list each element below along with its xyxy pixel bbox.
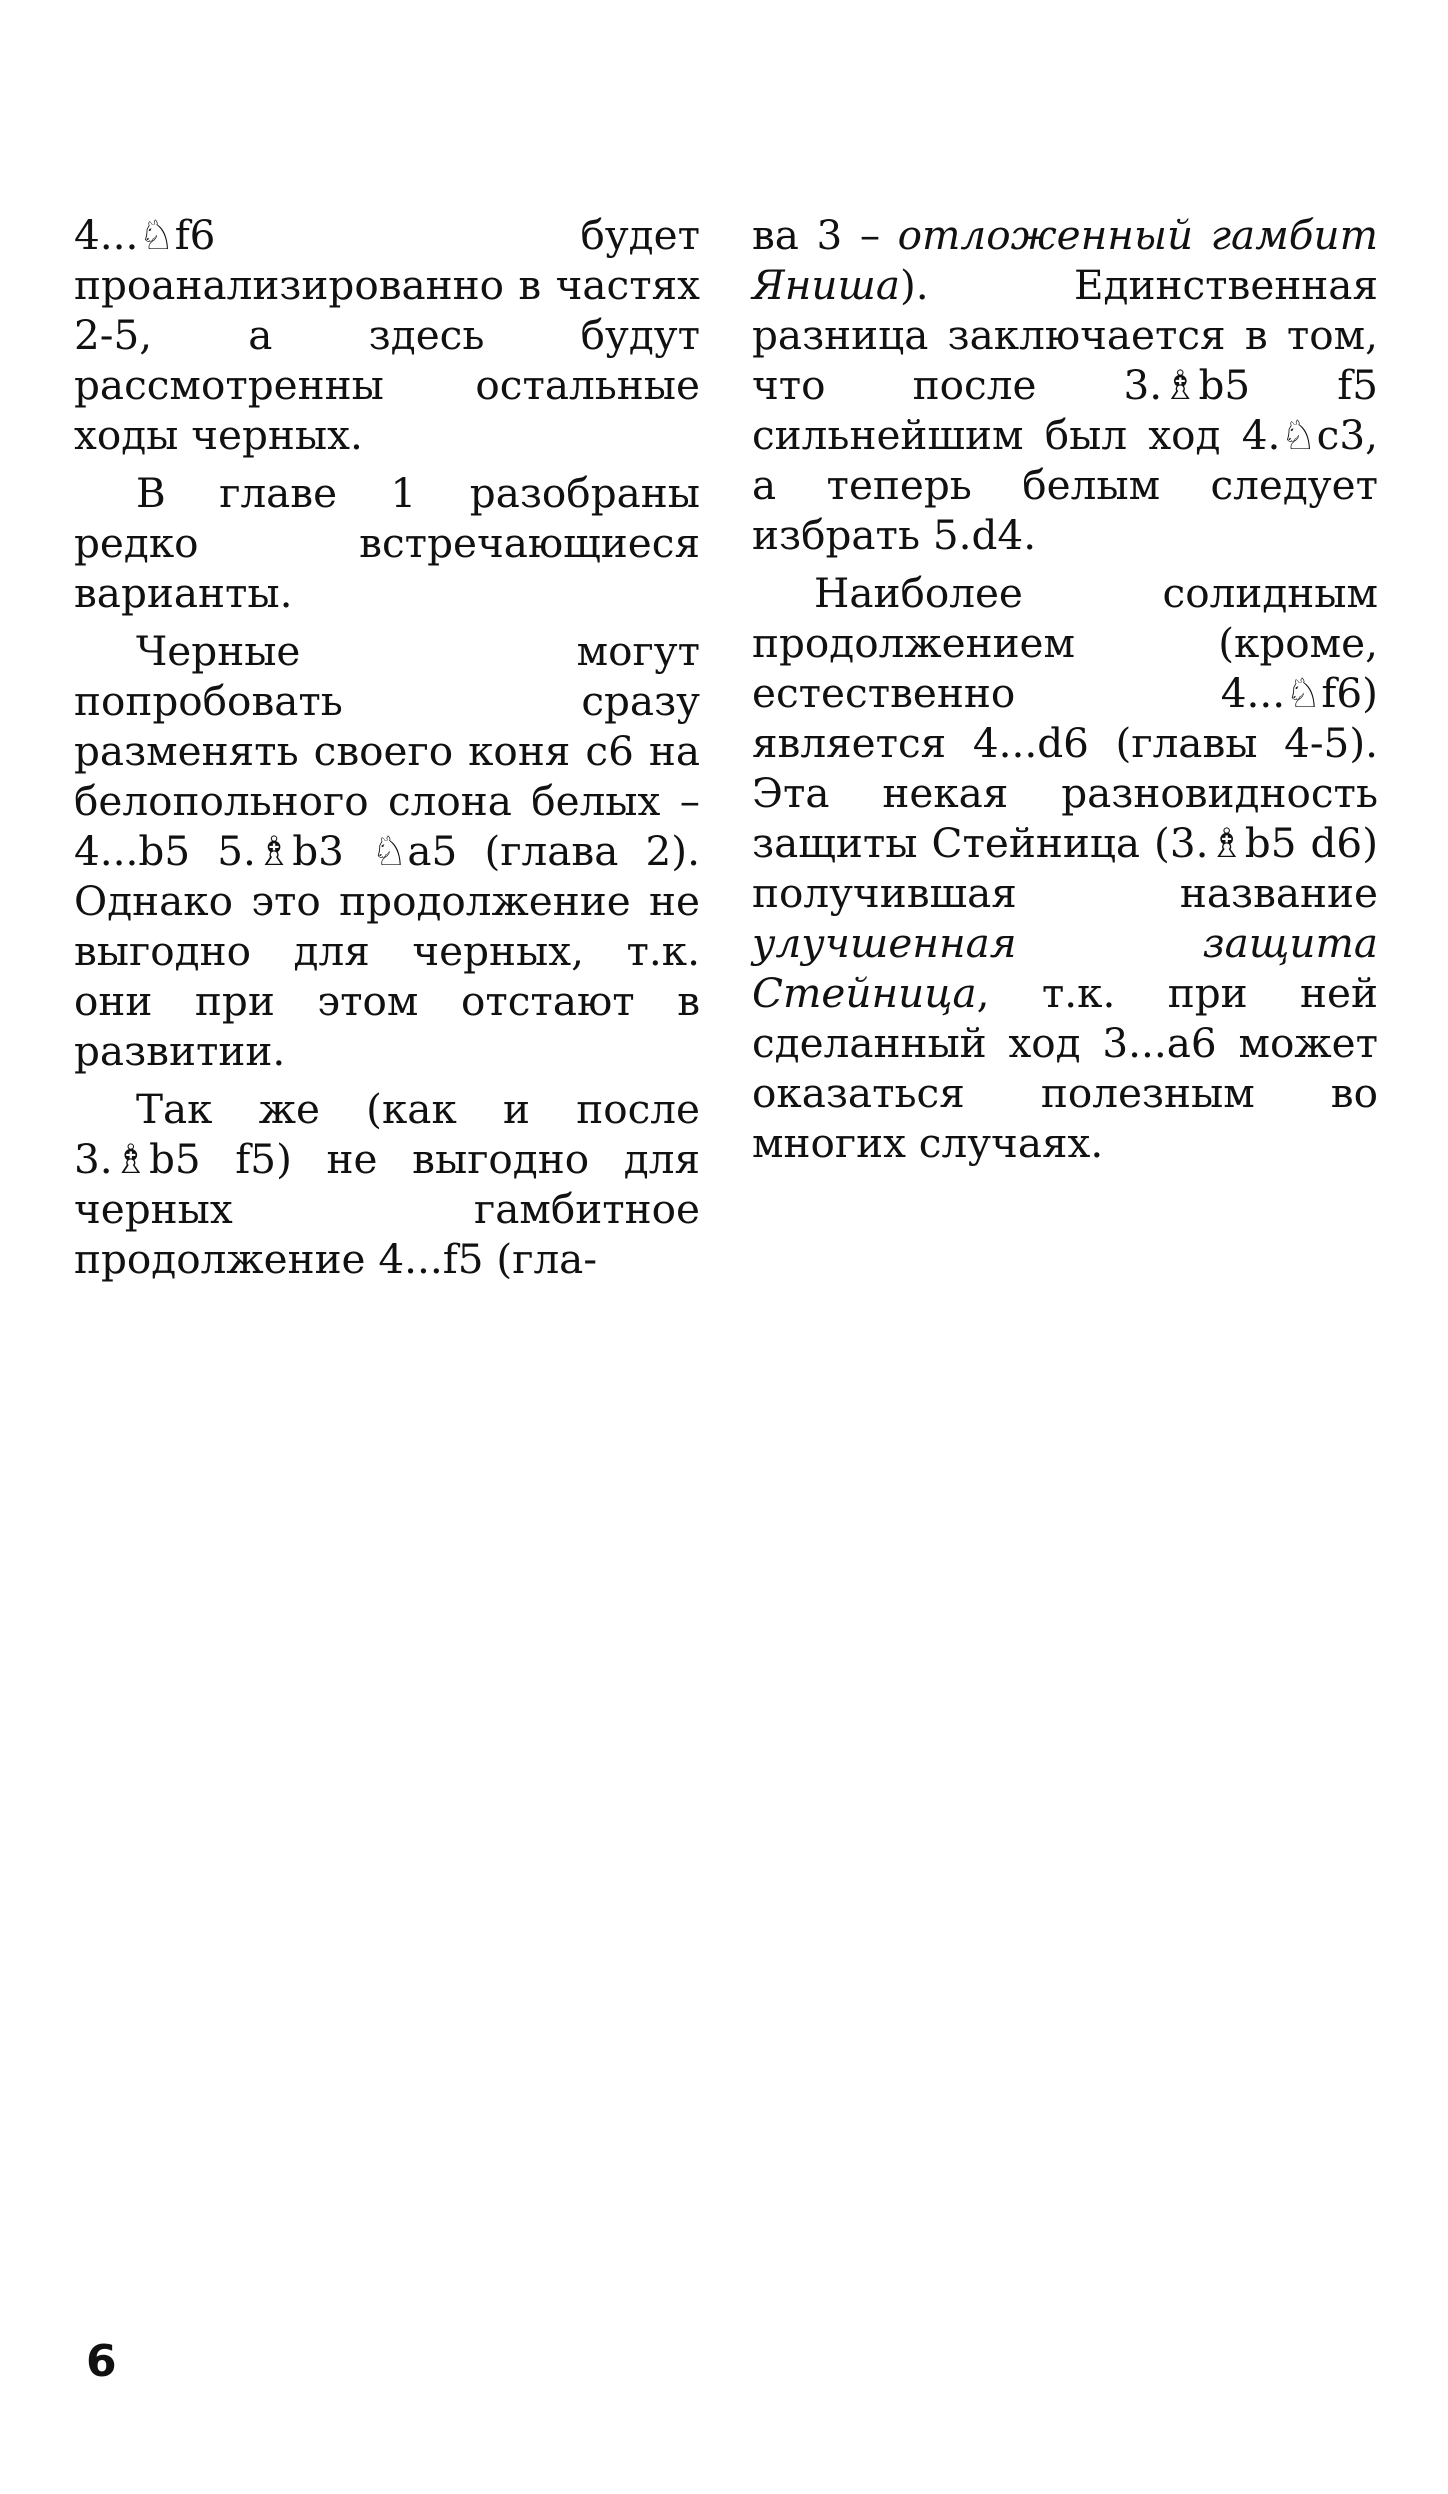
left-paragraph-3: Черные могут попробовать сразу разменять своего коня с6 на белопольного слона белых – 4...b5 5.♗b3 ♘a5 (глава 2). Однако это продолжение не выгодно для черных, т.к. они при этом отстают в развитии. bbox=[74, 627, 700, 1075]
right-paragraph-2-end: , т.к. при ней сделанный ход 3...a6 может оказаться полезным во многих случаях. bbox=[752, 969, 1378, 1167]
right-paragraph-1-start: ва 3 – bbox=[752, 211, 898, 259]
right-paragraph-1-italic: отложенный гамбит Яниша bbox=[752, 211, 1378, 309]
left-column bbox=[74, 210, 700, 1292]
right-paragraph-2 bbox=[752, 568, 1378, 1168]
right-column bbox=[752, 210, 1378, 1176]
left-paragraph-1: 4...♘f6 будет проанализированно в частях 2-5, а здесь будут рассмотренны остальные ходы черных. bbox=[74, 211, 700, 459]
right-paragraph-2-italic: улучшенная защита Стейница bbox=[752, 919, 1378, 1017]
left-paragraph-4: Так же (как и после 3.♗b5 f5) не выгодно для черных гамбитное продолжение 4...f5 (гла- bbox=[74, 1085, 700, 1283]
left-paragraph-2: В главе 1 разобраны редко встречающиеся варианты. bbox=[74, 469, 700, 617]
right-paragraph-1 bbox=[752, 210, 1378, 560]
page-number: 6 bbox=[86, 2336, 117, 2387]
right-paragraph-1-end: ). Единственная разница заключается в том, что после 3.♗b5 f5 сильнейшим был ход 4.♘c3, а теперь белым следует избрать 5.d4. bbox=[752, 261, 1378, 559]
right-paragraph-2-start: Наиболее солидным продолжением (кроме, естественно 4...♘f6) является 4...d6 (главы 4-5). Эта некая разновидность защиты Стейница (3.♗b5 d6) получившая название bbox=[752, 569, 1378, 917]
